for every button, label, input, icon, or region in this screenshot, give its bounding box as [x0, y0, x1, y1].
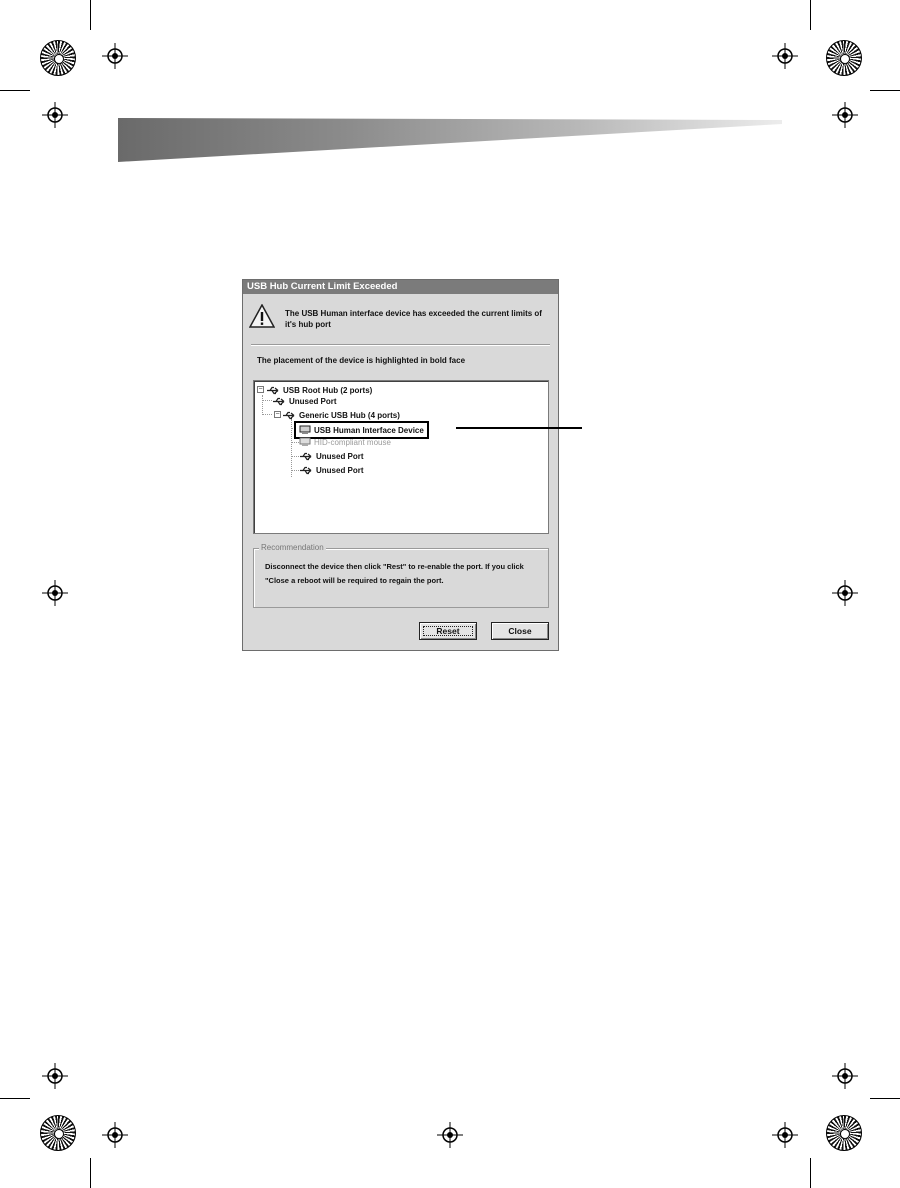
usb-icon — [299, 466, 313, 475]
device-icon — [299, 437, 311, 447]
reset-button[interactable] — [419, 622, 477, 640]
collapse-icon[interactable]: − — [258, 386, 263, 393]
separator — [251, 344, 550, 346]
registration-mark-icon — [102, 43, 128, 69]
tree-node-hid-mouse[interactable] — [299, 436, 391, 448]
tree-node-label: USB Human Interface Device — [314, 425, 424, 435]
tree-node-unused-port[interactable] — [299, 450, 364, 462]
registration-mark-icon — [832, 580, 858, 606]
usb-limit-dialog — [242, 279, 559, 651]
dialog-title: USB Hub Current Limit Exceeded — [243, 280, 558, 294]
usb-icon — [282, 411, 296, 420]
usb-icon — [272, 397, 286, 406]
tree-node-label: Generic USB Hub (4 ports) — [299, 410, 400, 420]
registration-mark-icon — [832, 102, 858, 128]
recommendation-text: Disconnect the device then click "Rest" to re-enable the port. If you click "Close a reboot will be required to regain the port. — [265, 562, 524, 585]
placement-text: The placement of the device is highlighted in bold face — [257, 356, 466, 365]
device-icon — [299, 425, 311, 435]
close-button-label: Close — [508, 626, 532, 636]
registration-mark-icon — [772, 1122, 798, 1148]
registration-mark-icon — [42, 1063, 68, 1089]
reset-button-label: Reset — [436, 626, 460, 636]
tree-node-unused-port[interactable] — [299, 464, 364, 476]
close-button[interactable] — [491, 622, 549, 640]
header-band — [118, 118, 782, 162]
color-wheel-icon — [826, 40, 862, 76]
tree-node-label: Unused Port — [289, 396, 337, 406]
callout-line — [456, 427, 582, 429]
tree-node-label: USB Root Hub (2 ports) — [283, 385, 373, 395]
usb-icon — [266, 386, 280, 395]
color-wheel-icon — [40, 1115, 76, 1151]
tree-node-unused-port[interactable] — [272, 395, 337, 407]
collapse-icon[interactable]: − — [275, 411, 280, 418]
tree-node-label: HID-compliant mouse — [314, 437, 391, 447]
registration-mark-icon — [437, 1122, 463, 1148]
registration-mark-icon — [42, 580, 68, 606]
recommendation-label: Recommendation — [261, 543, 324, 552]
usb-icon — [299, 452, 313, 461]
warning-icon — [249, 304, 275, 328]
registration-mark-icon — [772, 43, 798, 69]
registration-mark-icon — [102, 1122, 128, 1148]
registration-mark-icon — [832, 1063, 858, 1089]
color-wheel-icon — [40, 40, 76, 76]
color-wheel-icon — [826, 1115, 862, 1151]
tree-node-label: Unused Port — [316, 451, 364, 461]
tree-node-generic-hub[interactable] — [282, 409, 400, 421]
registration-mark-icon — [42, 102, 68, 128]
device-tree[interactable] — [253, 380, 549, 534]
tree-node-label: Unused Port — [316, 465, 364, 475]
warning-message: The USB Human interface device has exceeded the current limits of it's hub port — [285, 309, 542, 329]
focus-ring — [423, 626, 473, 636]
